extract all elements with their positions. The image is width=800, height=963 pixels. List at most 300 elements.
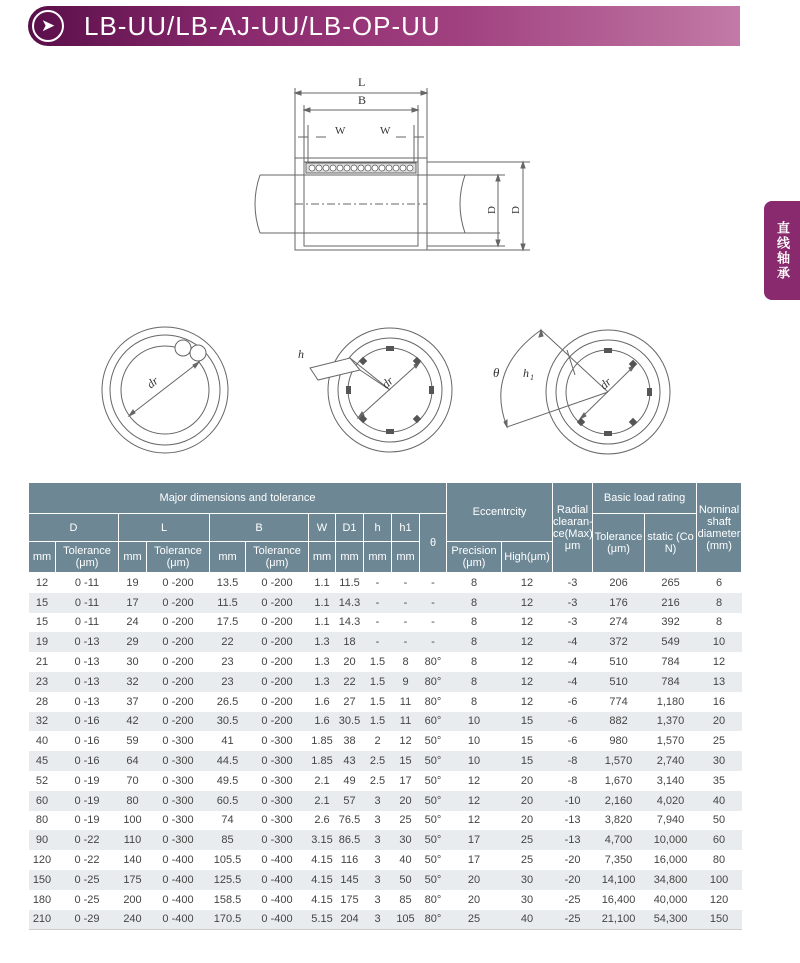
table-cell: 40 <box>399 854 412 867</box>
table-cell: 0 -300 <box>246 751 309 771</box>
table-cell: 0 -16 <box>56 751 119 771</box>
cross-section-uu <box>95 320 235 460</box>
table-cell: 0 -19 <box>74 774 100 787</box>
table-cell: 80 <box>119 791 147 811</box>
table-row <box>29 791 742 811</box>
table-cell: 11 <box>399 695 412 708</box>
table-cell: 19 <box>29 632 56 652</box>
table-cell: 7,940 <box>656 814 685 827</box>
table-row <box>29 910 742 930</box>
table-cell: 125.5 <box>210 870 246 890</box>
table-cell: 50 <box>712 814 726 827</box>
table-cell: 20 <box>467 893 481 906</box>
table-cell: 15 <box>29 593 56 613</box>
table-cell: 0 -400 <box>162 893 194 906</box>
table-cell: 3 <box>364 910 392 930</box>
table-cell: 7,350 <box>604 854 633 867</box>
header-static: static (Co N) <box>645 514 697 573</box>
table-cell: 80° <box>420 672 447 692</box>
table-cell: 0 -200 <box>162 695 194 708</box>
sub-mm: mm <box>210 542 246 573</box>
table-cell: 18 <box>336 632 364 652</box>
table-cell: 21,100 <box>593 910 645 930</box>
table-cell: 43 <box>336 751 364 771</box>
table-row <box>29 751 742 771</box>
table-cell: 774 <box>609 695 628 708</box>
table-cell: 0 -400 <box>147 870 210 890</box>
table-cell: 34,800 <box>645 870 697 890</box>
table-cell: 0 -19 <box>74 814 100 827</box>
table-cell: 24 <box>126 616 139 629</box>
table-cell: 150 <box>697 910 742 930</box>
table-cell: 60 <box>29 791 56 811</box>
header-nominal-shaft: Nominal shaft diameter (mm) <box>697 483 742 573</box>
table-cell: 8 <box>470 576 478 589</box>
table-cell: 50° <box>420 870 447 890</box>
table-cell: 0 -200 <box>162 656 194 669</box>
sub-tolerance: Tolerance (μm) <box>56 542 119 573</box>
table-cell: 17 <box>447 830 502 850</box>
table-row <box>29 573 742 593</box>
table-cell: -4 <box>567 656 578 669</box>
table-row <box>29 890 742 910</box>
table-cell: 0 -400 <box>261 854 293 867</box>
table-cell: 22 <box>210 632 246 652</box>
table-cell: -25 <box>564 893 581 906</box>
table-cell: 200 <box>123 893 142 906</box>
table-cell: 9 <box>392 672 420 692</box>
table-cell: 372 <box>593 632 645 652</box>
table-cell: 0 -300 <box>162 774 194 787</box>
table-cell: -3 <box>567 576 578 589</box>
table-cell: 210 <box>29 910 56 930</box>
table-cell: 510 <box>609 656 628 669</box>
table-cell: 170.5 <box>210 910 246 930</box>
table-cell: - <box>364 632 392 652</box>
table-cell: 85 <box>210 830 246 850</box>
table-cell: 76.5 <box>338 814 361 827</box>
table-cell: 8 <box>697 593 742 613</box>
table-cell: -6 <box>553 712 593 732</box>
table-cell: -3 <box>553 593 593 613</box>
header-W: W <box>309 514 336 542</box>
table-cell: 35 <box>712 774 726 787</box>
table-row <box>29 593 742 613</box>
table-cell: 8 <box>447 593 502 613</box>
table-cell: 15 <box>392 751 420 771</box>
table-cell: 0 -11 <box>56 593 119 613</box>
table-cell: 4,700 <box>593 830 645 850</box>
table-cell: 30 <box>126 656 139 669</box>
table-cell: -13 <box>564 814 581 827</box>
arrow-icon: ➤ <box>32 10 64 42</box>
table-cell: 11.5 <box>339 576 360 589</box>
table-cell: 41 <box>221 735 234 748</box>
table-cell: -13 <box>553 830 593 850</box>
table-cell: 2,740 <box>645 751 697 771</box>
table-cell: -4 <box>553 632 593 652</box>
table-cell: 0 -200 <box>162 616 194 629</box>
table-cell: 52 <box>35 774 49 787</box>
table-cell: 25 <box>520 854 534 867</box>
table-cell: 20 <box>502 791 553 811</box>
table-cell: - <box>420 632 447 652</box>
table-cell: 40 <box>502 910 553 930</box>
table-cell: 25 <box>502 830 553 850</box>
table-cell: 1.1 <box>314 576 330 589</box>
table-cell: 105 <box>392 910 420 930</box>
table-cell: 1.5 <box>364 672 392 692</box>
label-D: D <box>510 206 522 214</box>
header-D: D <box>29 514 119 542</box>
table-cell: -25 <box>553 910 593 930</box>
table-cell: 50° <box>424 814 442 827</box>
label-h: h <box>298 347 304 361</box>
table-cell: 32 <box>119 672 147 692</box>
table-cell: 1.3 <box>309 672 336 692</box>
table-cell: 0 -300 <box>261 774 293 787</box>
table-cell: 10 <box>697 632 742 652</box>
table-cell: 11 <box>392 712 420 732</box>
table-cell: 19 <box>126 576 139 589</box>
table-row <box>29 672 742 692</box>
table-cell: 8 <box>470 656 478 669</box>
sub-mm: mm <box>119 542 147 573</box>
table-cell: 2.1 <box>309 791 336 811</box>
table-cell: -10 <box>553 791 593 811</box>
table-cell: 50° <box>424 735 442 748</box>
table-cell: 0 -400 <box>261 893 293 906</box>
table-cell: 1.85 <box>311 735 333 748</box>
table-cell: 60° <box>420 712 447 732</box>
table-cell: 0 -300 <box>162 814 194 827</box>
table-cell: 16,000 <box>653 854 688 867</box>
table-cell: 13.5 <box>216 576 239 589</box>
table-cell: -6 <box>567 695 578 708</box>
table-cell: 12 <box>502 593 553 613</box>
table-cell: 0 -22 <box>56 830 119 850</box>
table-cell: 0 -300 <box>147 791 210 811</box>
page-title: LB-UU/LB-AJ-UU/LB-OP-UU <box>84 11 441 41</box>
table-cell: 12 <box>467 814 481 827</box>
table-cell: 216 <box>645 593 697 613</box>
table-cell: 10 <box>467 735 481 748</box>
table-cell: 11.5 <box>210 593 246 613</box>
sub-mm: mm <box>392 542 420 573</box>
table-cell: 23 <box>29 672 56 692</box>
table-cell: 2.5 <box>369 774 386 787</box>
table-cell: 0 -200 <box>261 656 293 669</box>
table-row <box>29 811 742 831</box>
table-cell: 1,570 <box>593 751 645 771</box>
table-cell: 3 <box>364 791 392 811</box>
table-cell: 1.5 <box>369 656 386 669</box>
table-cell: 120 <box>32 854 52 867</box>
header-h: h <box>364 514 392 542</box>
table-cell: 49 <box>343 774 356 787</box>
table-cell: 17 <box>467 854 481 867</box>
table-cell: 20 <box>520 774 534 787</box>
table-cell: 3 <box>374 814 381 827</box>
table-cell: 17 <box>119 593 147 613</box>
table-cell: -20 <box>553 870 593 890</box>
table-cell: 116 <box>340 854 359 867</box>
label-dr-2: dr <box>378 373 397 392</box>
table-cell: 1.6 <box>309 712 336 732</box>
table-cell: 4,020 <box>645 791 697 811</box>
label-W-right: W <box>380 125 391 137</box>
table-cell: 37 <box>126 695 139 708</box>
table-cell: 180 <box>32 893 52 906</box>
title-banner <box>28 6 740 46</box>
table-cell: 16,400 <box>601 893 636 906</box>
table-cell: 8 <box>470 616 478 629</box>
table-cell: 12 <box>467 774 481 787</box>
table-cell: 50° <box>424 854 442 867</box>
table-cell: 0 -22 <box>74 854 100 867</box>
table-row <box>29 870 742 890</box>
side-tab-linear-bearing[interactable]: 直线轴承 <box>764 201 800 300</box>
table-cell: 12 <box>35 576 49 589</box>
sub-mm: mm <box>309 542 336 573</box>
table-cell: 0 -19 <box>56 791 119 811</box>
table-cell: 85 <box>399 893 412 906</box>
table-cell: 40 <box>697 791 742 811</box>
table-cell: 13 <box>697 672 742 692</box>
table-cell: 265 <box>661 576 680 589</box>
table-cell: 1.6 <box>314 695 330 708</box>
table-cell: 2.1 <box>314 774 330 787</box>
table-cell: 0 -200 <box>261 616 293 629</box>
table-cell: 158.5 <box>213 893 242 906</box>
table-cell: 0 -13 <box>56 672 119 692</box>
table-cell: 882 <box>593 712 645 732</box>
table-cell: 12 <box>399 735 412 748</box>
table-cell: 3 <box>374 893 381 906</box>
table-cell: 8 <box>447 672 502 692</box>
table-cell: 50° <box>420 830 447 850</box>
table-cell: 8 <box>470 695 478 708</box>
label-W-left: W <box>335 125 346 137</box>
table-cell: 2,160 <box>593 791 645 811</box>
table-cell: 0 -200 <box>246 632 309 652</box>
table-cell: 20 <box>392 791 420 811</box>
table-cell: 120 <box>709 893 729 906</box>
table-cell: 175 <box>340 893 359 906</box>
table-cell: - <box>392 593 420 613</box>
table-cell: 60 <box>697 830 742 850</box>
table-cell: 0 -200 <box>246 712 309 732</box>
table-cell: 0 -200 <box>261 576 293 589</box>
table-cell: 57 <box>336 791 364 811</box>
sub-mm: mm <box>29 542 56 573</box>
table-cell: 8 <box>447 632 502 652</box>
table-cell: 50° <box>420 751 447 771</box>
table-cell: 4.15 <box>309 870 336 890</box>
table-cell: 80 <box>712 854 726 867</box>
table-cell: 8 <box>402 656 409 669</box>
table-cell: 204 <box>336 910 364 930</box>
table-cell: 105.5 <box>213 854 242 867</box>
table-cell: 12 <box>502 672 553 692</box>
table-cell: 0 -13 <box>74 656 100 669</box>
table-cell: 3.15 <box>309 830 336 850</box>
table-cell: 30 <box>520 893 534 906</box>
table-cell: 0 -300 <box>162 735 194 748</box>
cross-section-aj <box>290 318 460 463</box>
table-cell: 1.1 <box>309 593 336 613</box>
table-cell: 45 <box>29 751 56 771</box>
table-cell: - <box>431 616 435 629</box>
table-cell: 0 -400 <box>246 870 309 890</box>
table-cell: 1,180 <box>656 695 685 708</box>
table-cell: 42 <box>119 712 147 732</box>
table-cell: 30.5 <box>210 712 246 732</box>
table-cell: 30.5 <box>336 712 364 732</box>
table-cell: 20 <box>697 712 742 732</box>
table-cell: 90 <box>29 830 56 850</box>
table-row <box>29 652 742 672</box>
table-body <box>29 573 742 930</box>
table-cell: 40 <box>35 735 49 748</box>
sub-high: High(μm) <box>502 542 553 573</box>
header-basic-load-rating: Basic load rating <box>593 483 697 514</box>
table-cell: 0 -16 <box>56 712 119 732</box>
header-h1: h1 <box>392 514 420 542</box>
header-major-dimensions: Major dimensions and tolerance <box>29 483 447 514</box>
table-cell: 0 -300 <box>246 830 309 850</box>
table-cell: 12 <box>447 791 502 811</box>
table-cell: 0 -300 <box>147 830 210 850</box>
table-cell: 20 <box>447 870 502 890</box>
table-cell: 0 -200 <box>147 672 210 692</box>
table-cell: 0 -25 <box>56 870 119 890</box>
table-cell: 0 -400 <box>246 910 309 930</box>
label-D1: D <box>486 206 498 214</box>
table-cell: 0 -200 <box>147 632 210 652</box>
header-eccentricity: Eccentrcity <box>447 483 553 542</box>
table-cell: 0 -300 <box>261 735 293 748</box>
table-cell: 14,100 <box>593 870 645 890</box>
table-cell: 1.1 <box>314 616 330 629</box>
table-cell: 1,570 <box>656 735 685 748</box>
table-cell: 8 <box>715 616 723 629</box>
table-cell: - <box>375 576 380 589</box>
table-cell: 0 -11 <box>74 576 100 589</box>
table-cell: 1.3 <box>309 632 336 652</box>
label-theta: θ <box>493 365 500 380</box>
table-cell: - <box>364 593 392 613</box>
table-cell: 0 -300 <box>261 814 293 827</box>
header-L: L <box>119 514 210 542</box>
table-cell: 64 <box>119 751 147 771</box>
table-cell: 17 <box>399 774 412 787</box>
table-cell: 100 <box>123 814 142 827</box>
table-cell: 4.15 <box>311 893 333 906</box>
table-cell: 3 <box>364 870 392 890</box>
table-cell: 60.5 <box>210 791 246 811</box>
header-D1: D1 <box>336 514 364 542</box>
table-cell: 15 <box>502 751 553 771</box>
table-cell: 16 <box>712 695 726 708</box>
table-cell: 12 <box>520 616 534 629</box>
table-row <box>29 692 742 712</box>
table-cell: -8 <box>567 774 578 787</box>
table-cell: 3,820 <box>604 814 633 827</box>
label-dr-3: dr <box>596 374 615 393</box>
table-row <box>29 830 742 850</box>
table-cell: 175 <box>119 870 147 890</box>
sub-tolerance: Tolerance (μm) <box>246 542 309 573</box>
table-cell: 80° <box>420 910 447 930</box>
table-cell: 70 <box>126 774 139 787</box>
table-cell: 30 <box>392 830 420 850</box>
label-h1-sub: 1 <box>530 373 534 382</box>
table-cell: 206 <box>609 576 628 589</box>
table-cell: 0 -400 <box>147 910 210 930</box>
table-cell: 12 <box>520 695 534 708</box>
table-cell: 40,000 <box>653 893 688 906</box>
table-cell: 14.3 <box>338 616 361 629</box>
specification-table <box>28 482 742 930</box>
table-cell: 29 <box>119 632 147 652</box>
table-cell: 59 <box>126 735 139 748</box>
table-cell: 22 <box>336 672 364 692</box>
table-cell: 274 <box>609 616 628 629</box>
table-cell: 12 <box>520 576 534 589</box>
table-cell: 0 -13 <box>74 695 100 708</box>
header-B: B <box>210 514 309 542</box>
table-cell: 74 <box>221 814 234 827</box>
table-cell: 0 -13 <box>56 632 119 652</box>
table-cell: 20 <box>343 656 356 669</box>
table-cell: 2.5 <box>364 751 392 771</box>
table-cell: 2 <box>374 735 381 748</box>
label-B: B <box>358 93 367 107</box>
table-cell: 0 -200 <box>147 593 210 613</box>
table-cell: 2.6 <box>314 814 330 827</box>
header-radial-clearance: Radial clearan-ce(Max) μm <box>553 483 593 573</box>
table-cell: 980 <box>609 735 628 748</box>
table-cell: 5.15 <box>309 910 336 930</box>
table-cell: 30 <box>697 751 742 771</box>
cross-section-op <box>475 315 685 465</box>
table-cell: 0 -200 <box>147 712 210 732</box>
table-cell: 3 <box>364 830 392 850</box>
table-cell: 30 <box>502 870 553 890</box>
sub-tolerance: Tolerance (μm) <box>147 542 210 573</box>
table-cell: 15 <box>502 712 553 732</box>
table-cell: 12 <box>520 656 534 669</box>
table-cell: 1,670 <box>604 774 633 787</box>
table-cell: 784 <box>661 656 680 669</box>
table-cell: - <box>403 616 408 629</box>
table-cell: 21 <box>35 656 49 669</box>
header-load-tolerance: Tolerance (μm) <box>593 514 645 573</box>
table-cell: 0 -400 <box>162 854 194 867</box>
table-cell: 0 -11 <box>74 616 100 629</box>
table-cell: -8 <box>553 751 593 771</box>
table-cell: 50° <box>424 774 442 787</box>
table-cell: 15 <box>520 735 534 748</box>
table-cell: 25 <box>447 910 502 930</box>
table-cell: 1.5 <box>369 695 386 708</box>
table-cell: - <box>392 632 420 652</box>
label-dr-1: dr <box>143 373 161 392</box>
table-cell: - <box>375 616 380 629</box>
table-cell: 392 <box>661 616 680 629</box>
table-cell: 1,370 <box>645 712 697 732</box>
